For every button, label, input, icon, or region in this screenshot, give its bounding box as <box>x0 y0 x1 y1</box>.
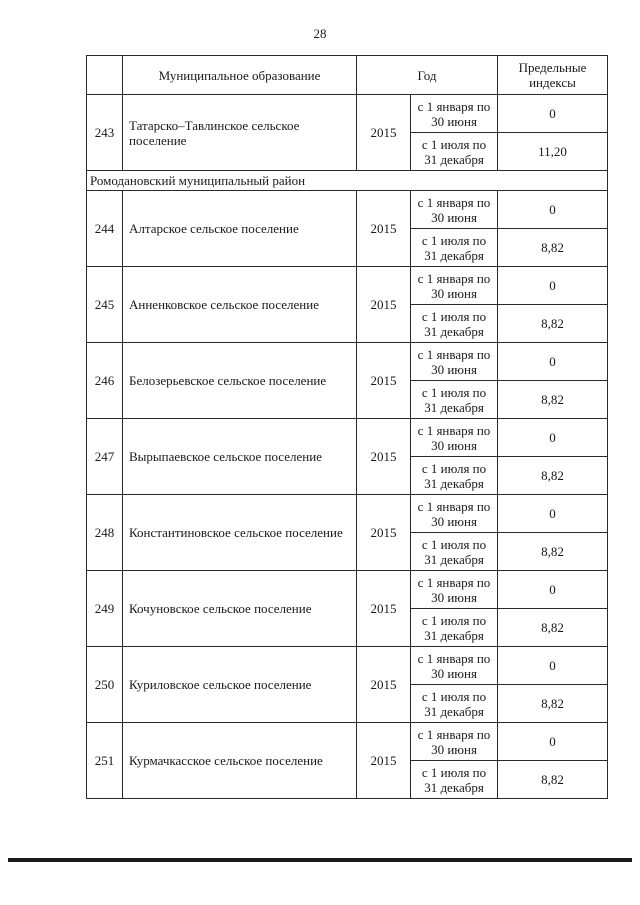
year-cell: 2015 <box>357 267 411 343</box>
period-first-half: с 1 января по 30 июня <box>411 571 498 609</box>
table-row <box>87 647 608 685</box>
municipality-name: Константиновское сельское поселение <box>123 495 357 571</box>
index-value-second-half: 11,20 <box>498 133 608 171</box>
period-second-half: с 1 июля по 31 декабря <box>411 305 498 343</box>
period-first-half: с 1 января по 30 июня <box>411 191 498 229</box>
period-second-half: с 1 июля по 31 декабря <box>411 457 498 495</box>
municipality-name: Куриловское сельское поселение <box>123 647 357 723</box>
municipality-name: Татарско–Тавлинское сельское поселение <box>123 95 357 171</box>
period-second-half: с 1 июля по 31 декабря <box>411 761 498 799</box>
row-number: 250 <box>87 647 123 723</box>
year-cell: 2015 <box>357 495 411 571</box>
period-second-half: с 1 июля по 31 декабря <box>411 533 498 571</box>
row-number: 249 <box>87 571 123 647</box>
table-row <box>87 95 608 133</box>
table-row <box>87 191 608 229</box>
index-value-second-half: 8,82 <box>498 533 608 571</box>
table-row <box>87 571 608 609</box>
index-value-first-half: 0 <box>498 95 608 133</box>
table-row <box>87 495 608 533</box>
year-cell: 2015 <box>357 191 411 267</box>
year-cell: 2015 <box>357 647 411 723</box>
index-value-first-half: 0 <box>498 495 608 533</box>
row-number: 246 <box>87 343 123 419</box>
header-municipality: Муниципальное образование <box>123 56 357 95</box>
index-value-first-half: 0 <box>498 647 608 685</box>
row-number: 251 <box>87 723 123 799</box>
period-first-half: с 1 января по 30 июня <box>411 723 498 761</box>
index-value-first-half: 0 <box>498 267 608 305</box>
index-value-first-half: 0 <box>498 191 608 229</box>
row-number: 248 <box>87 495 123 571</box>
period-second-half: с 1 июля по 31 декабря <box>411 685 498 723</box>
period-first-half: с 1 января по 30 июня <box>411 343 498 381</box>
municipality-name: Кочуновское сельское поселение <box>123 571 357 647</box>
municipality-name: Вырыпаевское сельское поселение <box>123 419 357 495</box>
table-header-row <box>87 56 608 95</box>
table-row <box>87 343 608 381</box>
year-cell: 2015 <box>357 419 411 495</box>
header-index: Предельные индексы <box>498 56 608 95</box>
index-value-first-half: 0 <box>498 571 608 609</box>
municipality-name: Алтарское сельское поселение <box>123 191 357 267</box>
period-second-half: с 1 июля по 31 декабря <box>411 133 498 171</box>
row-number: 244 <box>87 191 123 267</box>
period-second-half: с 1 июля по 31 декабря <box>411 229 498 267</box>
section-title: Ромодановский муниципальный район <box>87 171 608 191</box>
period-first-half: с 1 января по 30 июня <box>411 95 498 133</box>
index-value-second-half: 8,82 <box>498 381 608 419</box>
header-year: Год <box>357 56 498 95</box>
year-cell: 2015 <box>357 723 411 799</box>
year-cell: 2015 <box>357 95 411 171</box>
municipality-name: Курмачкасское сельское поселение <box>123 723 357 799</box>
index-value-second-half: 8,82 <box>498 761 608 799</box>
section-row <box>87 171 608 191</box>
index-value-second-half: 8,82 <box>498 229 608 267</box>
period-first-half: с 1 января по 30 июня <box>411 419 498 457</box>
row-number: 247 <box>87 419 123 495</box>
page-number: 28 <box>313 26 327 41</box>
bottom-rule <box>8 858 632 862</box>
index-value-first-half: 0 <box>498 723 608 761</box>
period-second-half: с 1 июля по 31 декабря <box>411 609 498 647</box>
index-value-first-half: 0 <box>498 343 608 381</box>
index-value-second-half: 8,82 <box>498 609 608 647</box>
year-cell: 2015 <box>357 571 411 647</box>
row-number: 245 <box>87 267 123 343</box>
period-first-half: с 1 января по 30 июня <box>411 647 498 685</box>
header-num-cell <box>87 56 123 95</box>
period-second-half: с 1 июля по 31 декабря <box>411 381 498 419</box>
table-row <box>87 267 608 305</box>
index-value-second-half: 8,82 <box>498 457 608 495</box>
index-value-second-half: 8,82 <box>498 305 608 343</box>
tariff-index-table <box>86 55 608 799</box>
row-number: 243 <box>87 95 123 171</box>
index-value-second-half: 8,82 <box>498 685 608 723</box>
year-cell: 2015 <box>357 343 411 419</box>
period-first-half: с 1 января по 30 июня <box>411 267 498 305</box>
period-first-half: с 1 января по 30 июня <box>411 495 498 533</box>
table-row <box>87 419 608 457</box>
index-value-first-half: 0 <box>498 419 608 457</box>
municipality-name: Анненковское сельское поселение <box>123 267 357 343</box>
table-row <box>87 723 608 761</box>
municipality-name: Белозерьевское сельское поселение <box>123 343 357 419</box>
